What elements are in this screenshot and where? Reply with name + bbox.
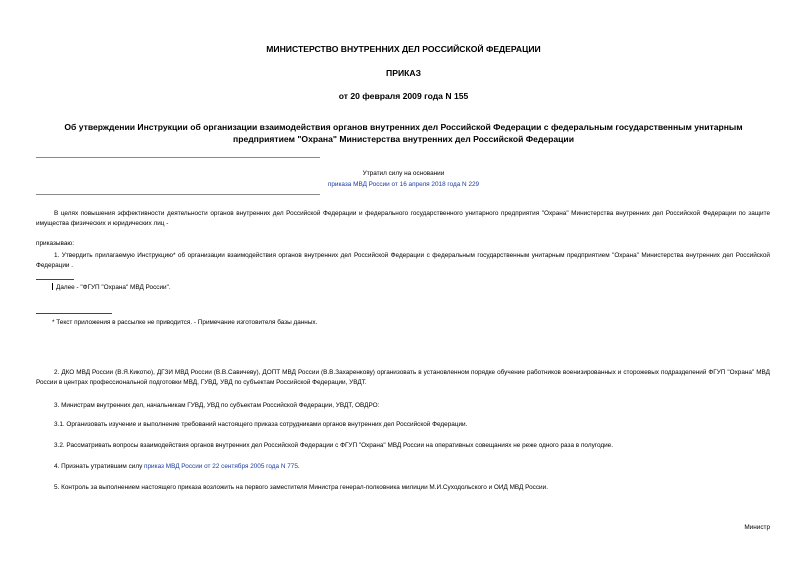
item-3-1-paragraph: 3.1. Организовать изучение и выполнение требований настоящего приказа сотрудниками органов внутренних дел Российской Федерации. (54, 421, 468, 428)
divider-top (36, 157, 320, 158)
signature-role: Министр (744, 524, 770, 531)
item-3-2-paragraph: 3.2. Рассматривать вопросы взаимодействия органов внутренних дел Российской Федерации с ФГУП "Охрана" МВД России на оперативных совещаниях не реже одного раза в полугодие. (54, 442, 614, 449)
footnote-divider-2 (36, 313, 112, 314)
item-1-text: 1. Утвердить прилагаемую Инструкцию* об организации взаимодействия органов внутренних дел Российской Федерации с федеральным государственным унитарным предприятием "Охрана" Министерства внутренних дел Российской Федерации (36, 252, 770, 269)
status-note-link[interactable]: приказа МВД России от 16 апреля 2018 года N 229 (327, 181, 480, 188)
item-4-prefix: 4. Признать утратившим силу (54, 463, 145, 470)
divider-bottom (36, 194, 320, 195)
document-type: ПРИКАЗ (386, 68, 421, 78)
footnote-1-text: Далее - "ФГУП "Охрана" МВД России". (56, 284, 171, 291)
document-title-line-2: предприятием "Охрана" Министерства внутренних дел Российской Федерации (233, 134, 574, 144)
item-4-suffix: . (297, 463, 300, 470)
document-title-line-1: Об утверждении Инструкции об организации взаимодействия органов внутренних дел Российской Федерации с федеральным государственным унитарным (64, 122, 743, 132)
item-2-paragraph: 2. ДКО МВД России (В.Я.Кикотю), ДГЗИ МВД России (В.В.Савичеву), ДОПТ МВД России (В.В.Захаренкову) организовать в установленном порядке обучение работников военизированных и сторожевых подразделений ФГУП "Охрана" МВД России в центрах профессиональной подготовки МВД, ГУВД, УВД по субъектам Российской Федерации, УВДТ. (36, 369, 770, 386)
ministry-heading: МИНИСТЕРСТВО ВНУТРЕННИХ ДЕЛ РОССИЙСКОЙ ФЕДЕРАЦИИ (266, 44, 541, 54)
item-4-link[interactable]: приказ МВД России от 22 сентября 2005 года N 775 (144, 463, 298, 470)
item-1-paragraph (36, 251, 770, 271)
footnote-divider-1 (36, 279, 74, 280)
item-4-paragraph (54, 462, 770, 472)
document-date-number: от 20 февраля 2009 года N 155 (338, 91, 469, 101)
item-3-paragraph: 3. Министрам внутренних дел, начальникам ГУВД, УВД по субъектам Российской Федерации, УВДТ, ОВДРО: (54, 402, 380, 409)
footnote-1 (52, 283, 752, 293)
footnote-marker (52, 283, 53, 290)
item-5-paragraph: 5. Контроль за выполнением настоящего приказа возложить на первого заместителя Министра генерал-полковника милиции М.И.Суходольского и ОИД МВД России. (54, 484, 548, 491)
preamble-paragraph: В целях повышения эффективности деятельности органов внутренних дел Российской Федерации и федерального государственного унитарного предприятия "Охрана" Министерства внутренних дел Российской Федерации по защите имущества физических и юридических лиц - (36, 210, 770, 227)
status-note-text: Утратил силу на основании (362, 170, 445, 177)
footnote-2: * Текст приложения в рассылке не приводится. - Примечание изготовителя базы данных. (52, 319, 318, 326)
item-1-tail: . (69, 262, 74, 269)
order-word: приказываю: (36, 240, 74, 247)
